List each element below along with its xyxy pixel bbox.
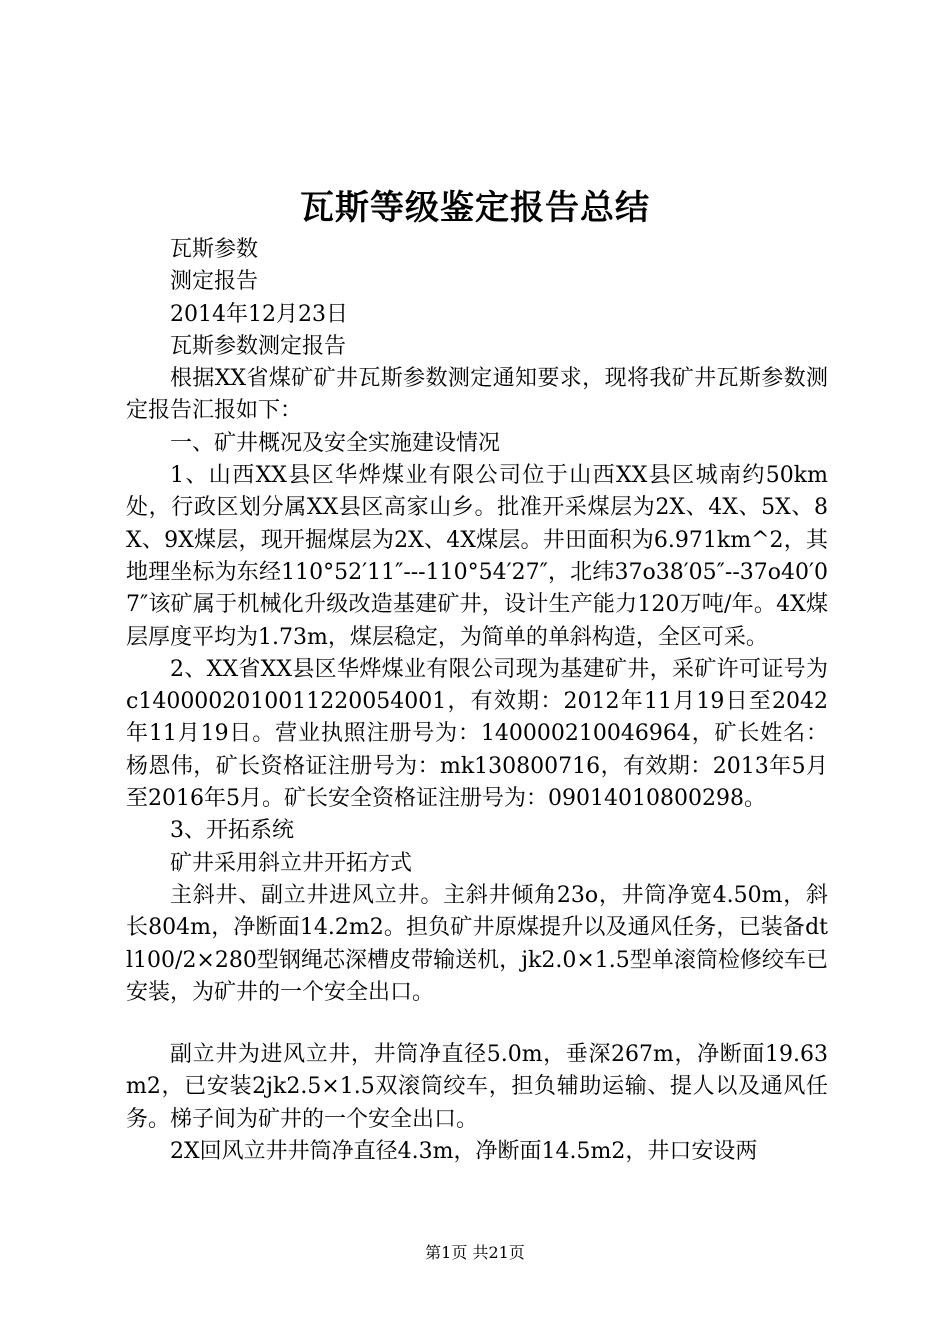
paragraph: 2X回风立井井筒净直径4.3m，净断面14.5m2，井口安设两 [170, 1139, 758, 1165]
paragraph: 瓦斯参数 [170, 237, 259, 262]
paragraph: 测定报告 [170, 269, 259, 295]
paragraph: 矿井采用斜立井开拓方式 [170, 850, 413, 876]
section-heading: 3、开拓系统 [170, 818, 294, 844]
document-title: 瓦斯等级鉴定报告总结 [300, 188, 650, 228]
paragraph: 根据XX省煤矿矿井瓦斯参数测定通知要求，现将我矿井瓦斯参数测定报告汇报如下： [126, 366, 828, 424]
paragraph: 2、XX省XX县区华烨煤业有限公司现为基建矿井，采矿许可证号为c1400002010011220054001，有效期：2012年11月19日至2042年11月19日。营业执照注册号为：140000210046964，矿长姓名：杨恩伟，矿长资格证注册号为：mk130800716，有效期：2013年5月至2016年5月。矿长安全资格证注册号为：09014010800298。 [126, 656, 828, 812]
paragraph: 主斜井、副立井进风立井。主斜井倾角23o，井筒净宽4.50m，斜长804m，净断面14.2m2。担负矿井原煤提升以及通风任务，已装备dtl100/2×280型钢绳芯深槽皮带输送机，jk2.0×1.5型单滚筒检修绞车已安装，为矿井的一个安全出口。 [126, 882, 828, 1005]
paragraph: 瓦斯参数测定报告 [170, 333, 347, 359]
paragraph: 副立井为进风立井，井筒净直径5.0m，垂深267m，净断面19.63m2，已安装2jk2.5×1.5双滚筒绞车，担负辅助运输、提人以及通风任务。梯子间为矿井的一个安全出口。 [126, 1042, 828, 1132]
page-footer: 第1页 共21页 [425, 1243, 525, 1262]
document-body [126, 234, 828, 1168]
section-heading: 一、矿井概况及安全实施建设情况 [170, 430, 501, 456]
paragraph: 1、山西XX县区华烨煤业有限公司位于山西XX县区城南约50km处，行政区划分属XX县区高家山乡。批准开采煤层为2X、4X、5X、8X、9X煤层，现开掘煤层为2X、4X煤层。井田面积为6.971km^2，其地理坐标为东经110°52′11″---110°54′27″，北纬37o38′05″--37o40′07″该矿属于机械化升级改造基建矿井，设计生产能力120万吨/年。4X煤层厚度平均为1.73m，煤层稳定，为简单的单斜构造，全区可采。 [126, 463, 828, 650]
paragraph: 2014年12月23日 [170, 301, 348, 327]
